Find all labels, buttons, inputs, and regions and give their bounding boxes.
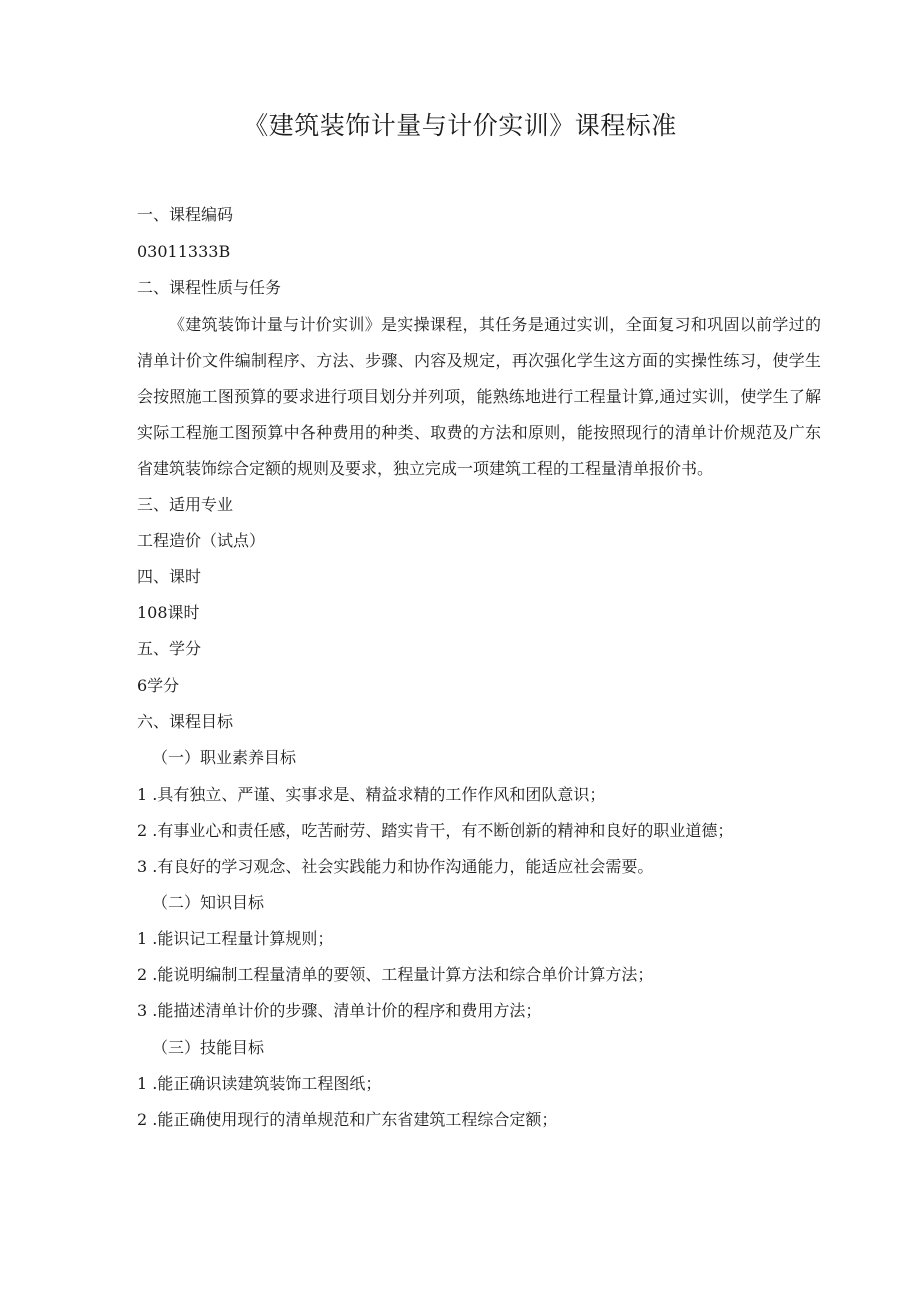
section-heading-class-hours: 四、课时 [137,567,202,586]
list-item: 3 .能描述清单计价的步骤、清单计价的程序和费用方法； [137,1001,542,1020]
section-heading-course-code: 一、课程编码 [137,205,234,224]
list-item: 1 .能识记工程量计算规则； [137,929,334,948]
credits-value: 6学分 [137,676,180,695]
section-heading-credits: 五、学分 [137,639,202,658]
subheading-professional-quality: （一）职业素养目标 [152,748,297,767]
nature-tasks-paragraph: 《建筑装饰计量与计价实训》是实操课程，其任务是通过实训，全面复习和巩固以前学过的清单计价文件编制程序、方法、步骤、内容及规定，再次强化学生这方面的实操性练习，使学生会按照施工图预算的要求进行项目划分并列项，能熟练地进行工程量计算,通过实训，使学生了解实际工程施工图预算中各种费用的种类、取费的方法和原则，能按照现行的清单计价规范及广东省建筑装饰综合定额的规则及要求，独立完成一项建筑工程的工程量清单报价书。 [137,315,821,478]
section-heading-course-objectives: 六、课程目标 [137,712,234,731]
class-hours-value: 108课时 [137,603,200,622]
subheading-skills: （三）技能目标 [152,1038,265,1057]
subheading-knowledge: （二）知识目标 [152,893,265,912]
list-item: 1 .能正确识读建筑装饰工程图纸； [137,1074,382,1093]
course-code-value: 03011333B [137,242,231,261]
section-heading-nature-tasks: 二、课程性质与任务 [137,278,282,297]
list-item: 2 .能正确使用现行的清单规范和广东省建筑工程综合定额； [137,1110,558,1129]
list-item: 3 .有良好的学习观念、社会实践能力和协作沟通能力，能适应社会需要。 [137,857,654,876]
list-item: 1 .具有独立、严谨、实事求是、精益求精的工作作风和团队意识； [137,785,606,804]
list-item: 2 .有事业心和责任感，吃苦耐劳、踏实肯干，有不断创新的精神和良好的职业道德； [137,821,734,840]
list-item: 2 .能说明编制工程量清单的要领、工程量计算方法和综合单价计算方法； [137,965,654,984]
section-heading-applicable-major: 三、适用专业 [137,495,234,514]
document-title: 《建筑装饰计量与计价实训》课程标准 [243,111,677,140]
applicable-major-value: 工程造价（试点） [137,531,266,550]
